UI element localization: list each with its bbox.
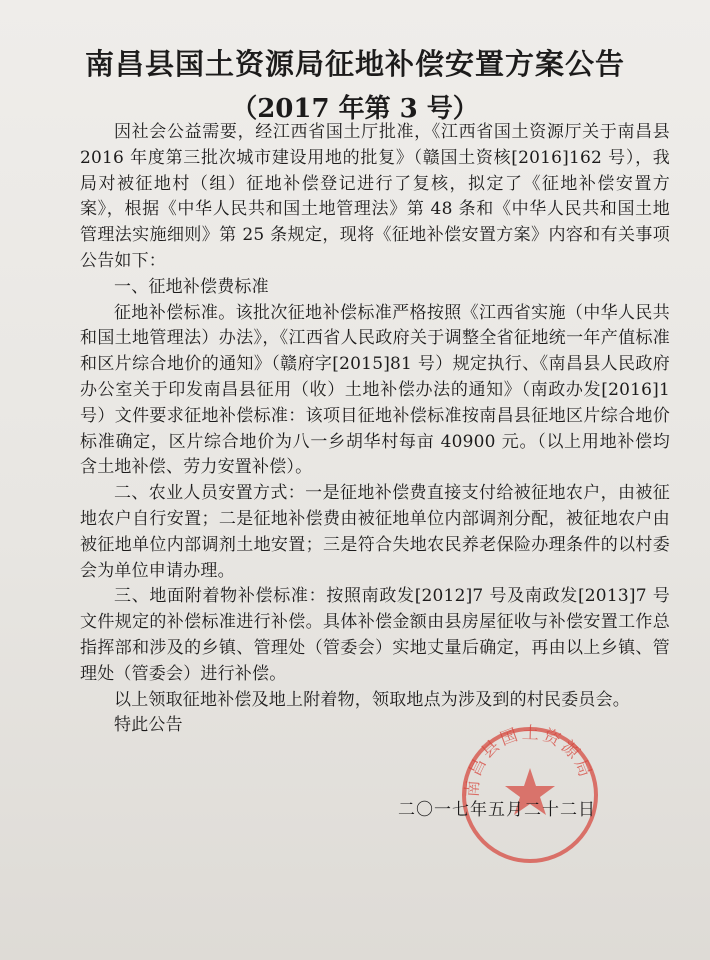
section-3-paragraph: 三、地面附着物补偿标准：按照南政发[2012]7 号及南政发[2013]7 号文件规定的补偿标准进行补偿。具体补偿金额由县房屋征收与补偿安置工作总指挥部和涉及的乡镇、管理处（管委会）实地丈量后确定，再由以上乡镇、管理处（管委会）进行补偿。	[80, 586, 670, 684]
notice-title: 南昌县国土资源局征地补偿安置方案公告	[84, 47, 625, 81]
notice-number: （2017 年第 3 号）	[231, 94, 479, 124]
notice-body	[80, 120, 670, 739]
collection-paragraph: 以上领取征地补偿及地上附着物，领取地点为涉及到的村民委员会。	[114, 689, 630, 710]
intro-paragraph: 因社会公益需要，经江西省国土厅批准，《江西省国土资源厅关于南昌县 2016 年度第三批次城市建设用地的批复》（赣国土资核[2016]162 号），我局对被征地村（组）征地补偿登记进行了复核，拟定了《征地补偿安置方案》，根据《中华人民共和国土地管理法》第 48 条和《中华人民共和国土地管理法实施细则》第 25 条规定，现将《征地补偿安置方案》内容和有关事项公告如下：	[80, 122, 670, 271]
section-1-paragraph: 征地补偿标准。该批次征地补偿标准严格按照《江西省实施（中华人民共和国土地管理法）办法》，《江西省人民政府关于调整全省征地统一年产值标准和区片综合地价的通知》（赣府字[2015]81 号）规定执行、《南昌县人民政府办公室关于印发南昌县征用（收）土地补偿办法的通知》（南政办发[2016]1 号）文件要求征地补偿标准：该项目征地补偿标准按南昌县征地区片综合地价标准确定，区片综合地价为八一乡胡华村每亩 40900 元。（以上用地补偿均含土地补偿、劳力安置补偿）。	[80, 302, 670, 478]
notice-date: 二〇一七年五月二十二日	[398, 800, 596, 820]
section-2-paragraph: 二、农业人员安置方式：一是征地补偿费直接支付给被征地农户，由被征地农户自行安置；二是征地补偿费由被征地单位内部调剂分配，被征地农户由被征地单位内部调剂土地安置；三是符合失地农民养老保险办理条件的以村委会为单位申请办理。	[80, 483, 670, 581]
seal-text: 南昌县国土资源局	[462, 723, 596, 798]
section-heading-1: 一、征地补偿费标准	[114, 276, 269, 297]
closing-phrase: 特此公告	[114, 715, 183, 736]
